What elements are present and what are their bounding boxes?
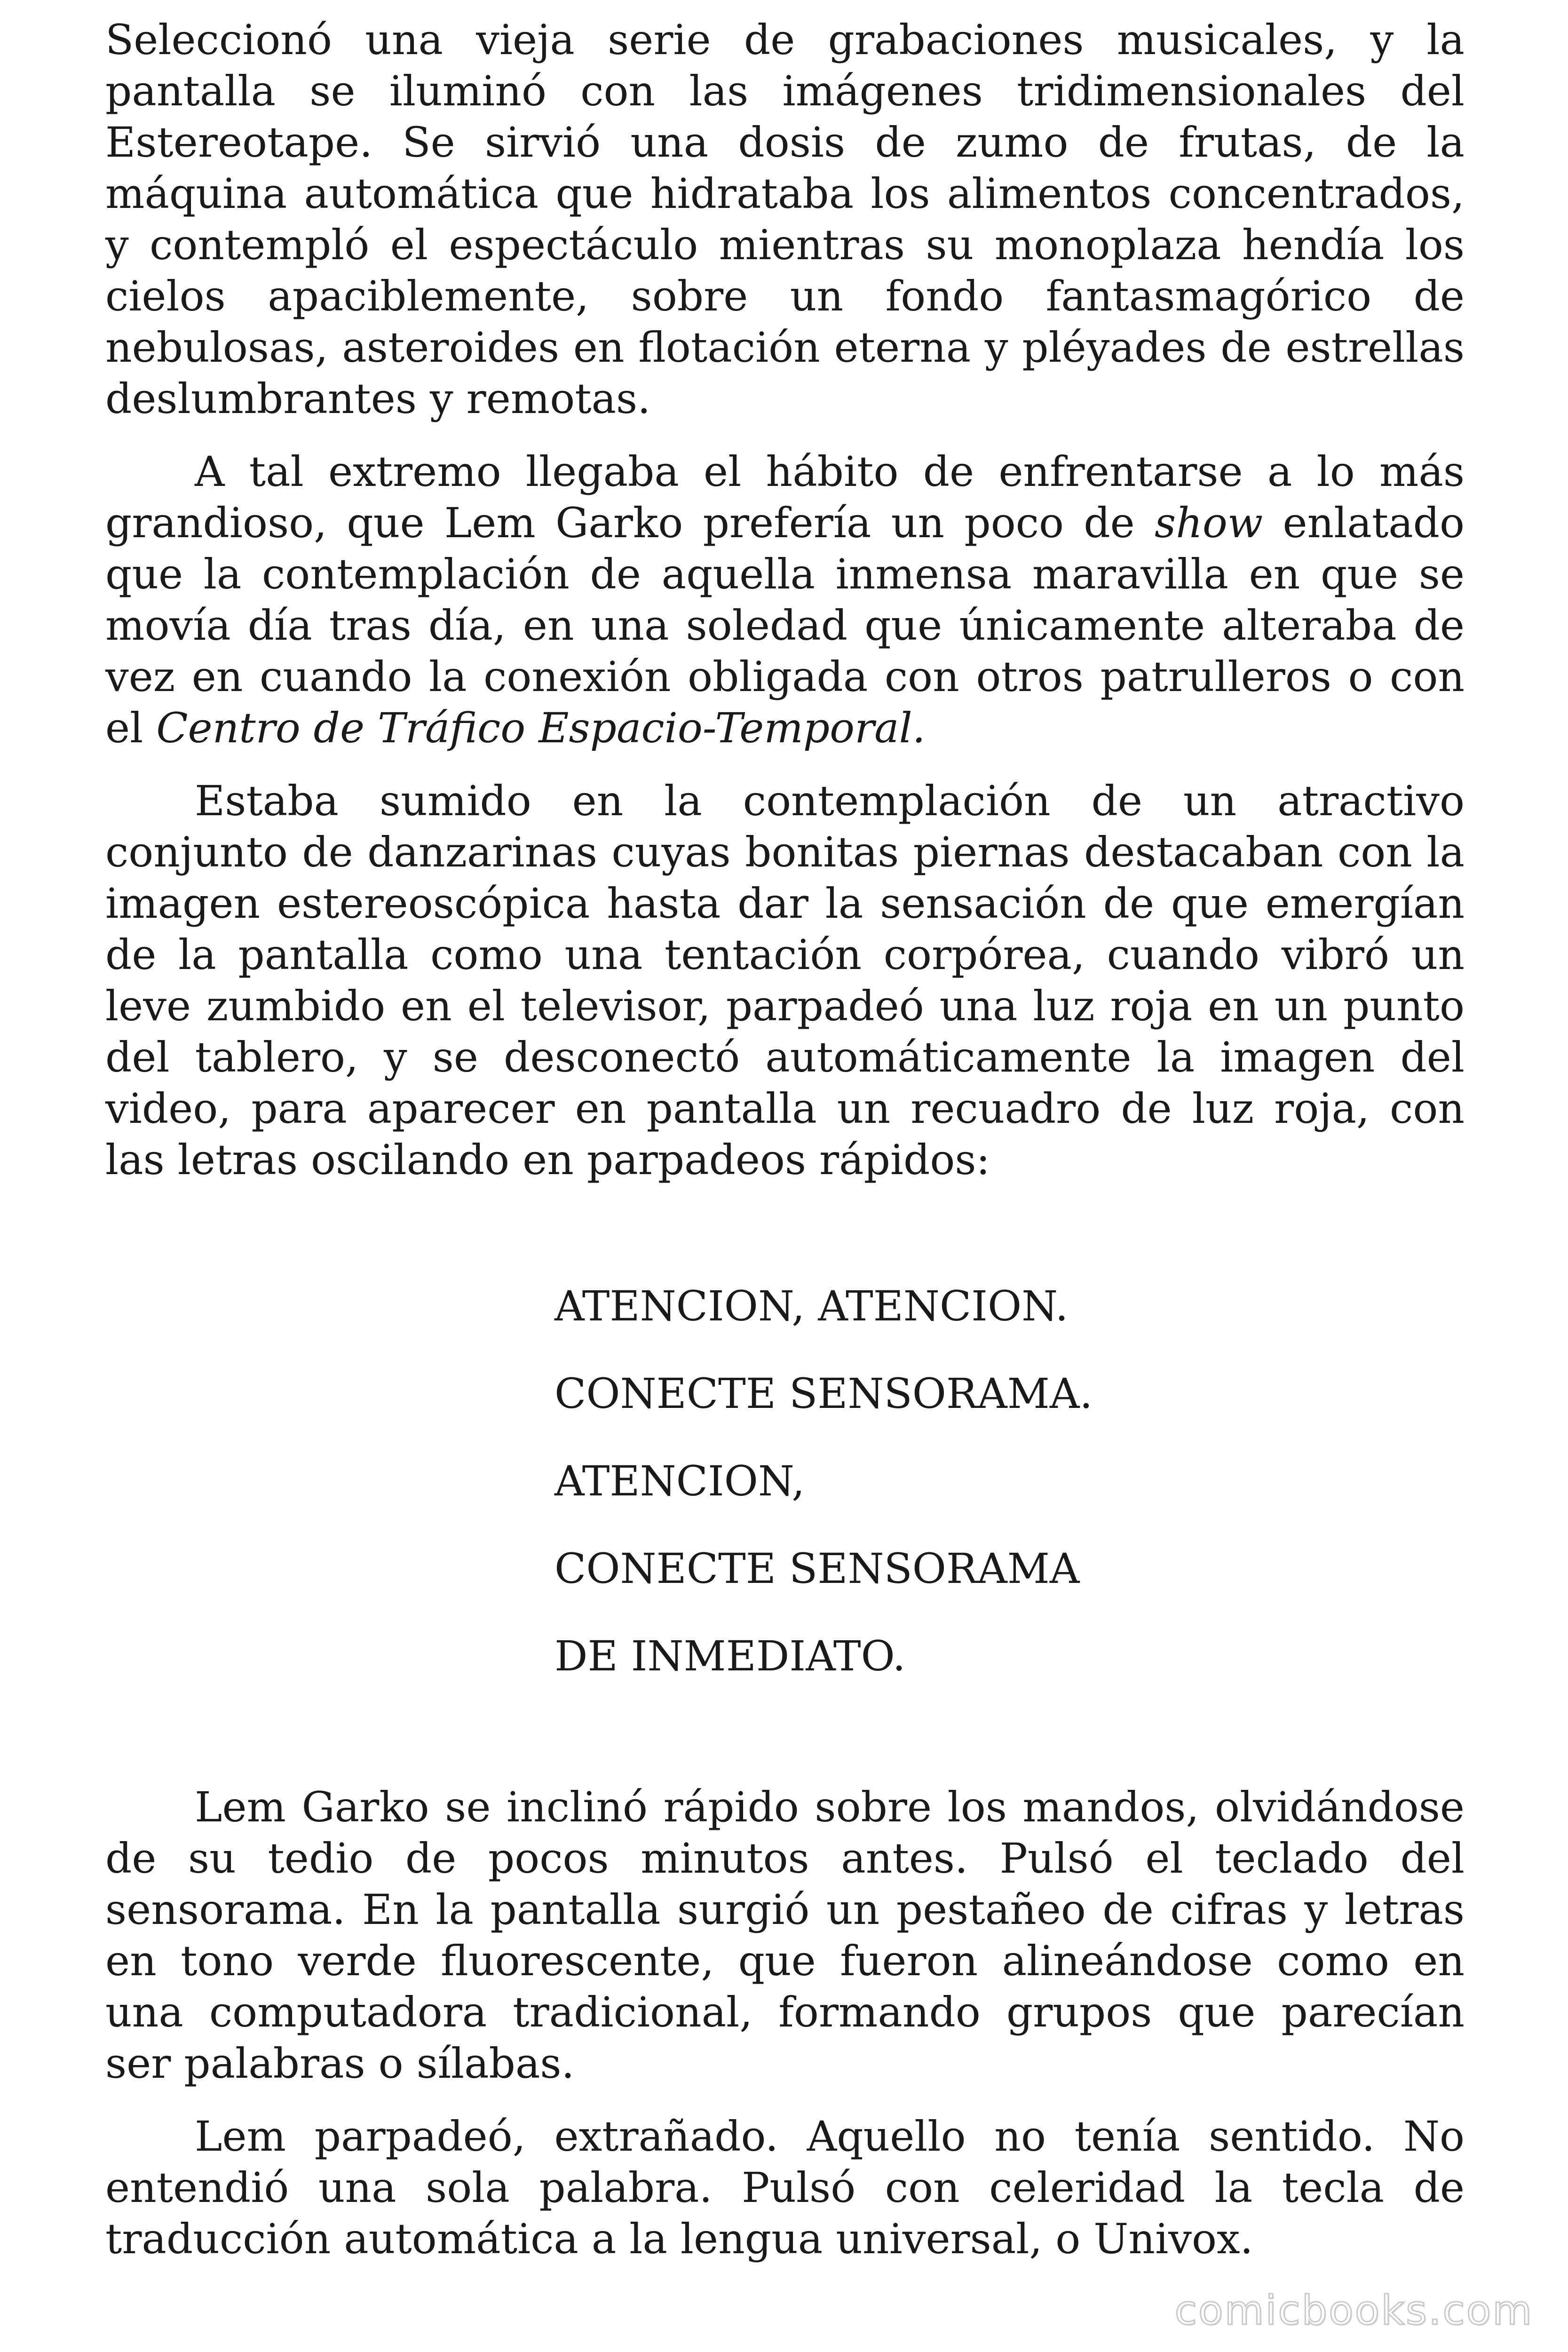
body-paragraph	[105, 446, 1465, 754]
body-paragraph	[105, 2111, 1465, 2265]
body-paragraph	[105, 775, 1465, 1185]
alert-line: ATENCION, ATENCION.	[554, 1282, 1069, 1330]
watermark-text: comicbooks.com	[1174, 2287, 1533, 2334]
text-run: Estaba sumido en la contemplación de un atractivo conjunto de danzarinas cuyas bonitas piernas destacaban con la imagen estereoscópica hasta dar la sensación de que emergían de la pantalla como una tentación corpórea, cuando vibró un leve zumbido en el televisor, parpadeó una luz roja en un punto del tablero, y se desconectó automáticamente la imagen del video, para aparecer en pantalla un recuadro de luz roja, con las letras oscilando en parpadeos rápidos:	[105, 777, 1465, 1184]
text-run: Lem Garko se inclinó rápido sobre los mandos, olvidándose de su tedio de pocos minutos antes. Pulsó el teclado del sensorama. En la pantalla surgió un pestañeo de cifras y letras en tono verde fluorescente, que fueron alineándose como en una computadora tradicional, formando grupos que parecían ser palabras o sílabas.	[105, 1783, 1465, 2088]
italic-text: Centro de Tráfico Espacio-Temporal.	[156, 704, 926, 752]
document-page	[105, 14, 1465, 2265]
body-paragraph	[105, 1781, 1465, 2089]
alert-line: CONECTE SENSORAMA	[554, 1544, 1080, 1593]
text-run: Lem parpadeó, extrañado. Aquello no tenía sentido. No entendió una sola palabra. Pulsó con celeridad la tecla de traducción automática a la lengua universal, o Univox.	[105, 2112, 1465, 2263]
text-run: enlatado que la contemplación de aquella inmensa maravilla en que se movía día tras día, en una soledad que únicamente alteraba de vez en cuando la conexión obligada con otros patrulleros o con el	[105, 499, 1465, 752]
alert-line: CONECTE SENSORAMA.	[554, 1369, 1093, 1418]
text-section-before-alert	[105, 14, 1465, 1185]
italic-text: show	[1155, 499, 1263, 547]
text-run: Seleccionó una vieja serie de grabaciones musicales, y la pantalla se iluminó con las imágenes tridimensionales del Estereotape. Se sirvió una dosis de zumo de frutas, de la máquina automática que hidrataba los alimentos concentrados, y contempló el espectáculo mientras su monoplaza hendía los cielos apaciblemente, sobre un fondo fantasmagórico de nebulosas, asteroides en flotación eterna y pléyades de estrellas deslumbrantes y remotas.	[105, 16, 1465, 423]
alert-message-block	[105, 1280, 1465, 1682]
text-run: A tal extremo llegaba el hábito de enfrentarse a lo más grandioso, que Lem Garko prefería un poco de	[105, 447, 1465, 547]
text-section-after-alert	[105, 1781, 1465, 2265]
alert-line: ATENCION,	[554, 1457, 805, 1505]
alert-line: DE INMEDIATO.	[554, 1632, 906, 1680]
body-paragraph	[105, 14, 1465, 424]
